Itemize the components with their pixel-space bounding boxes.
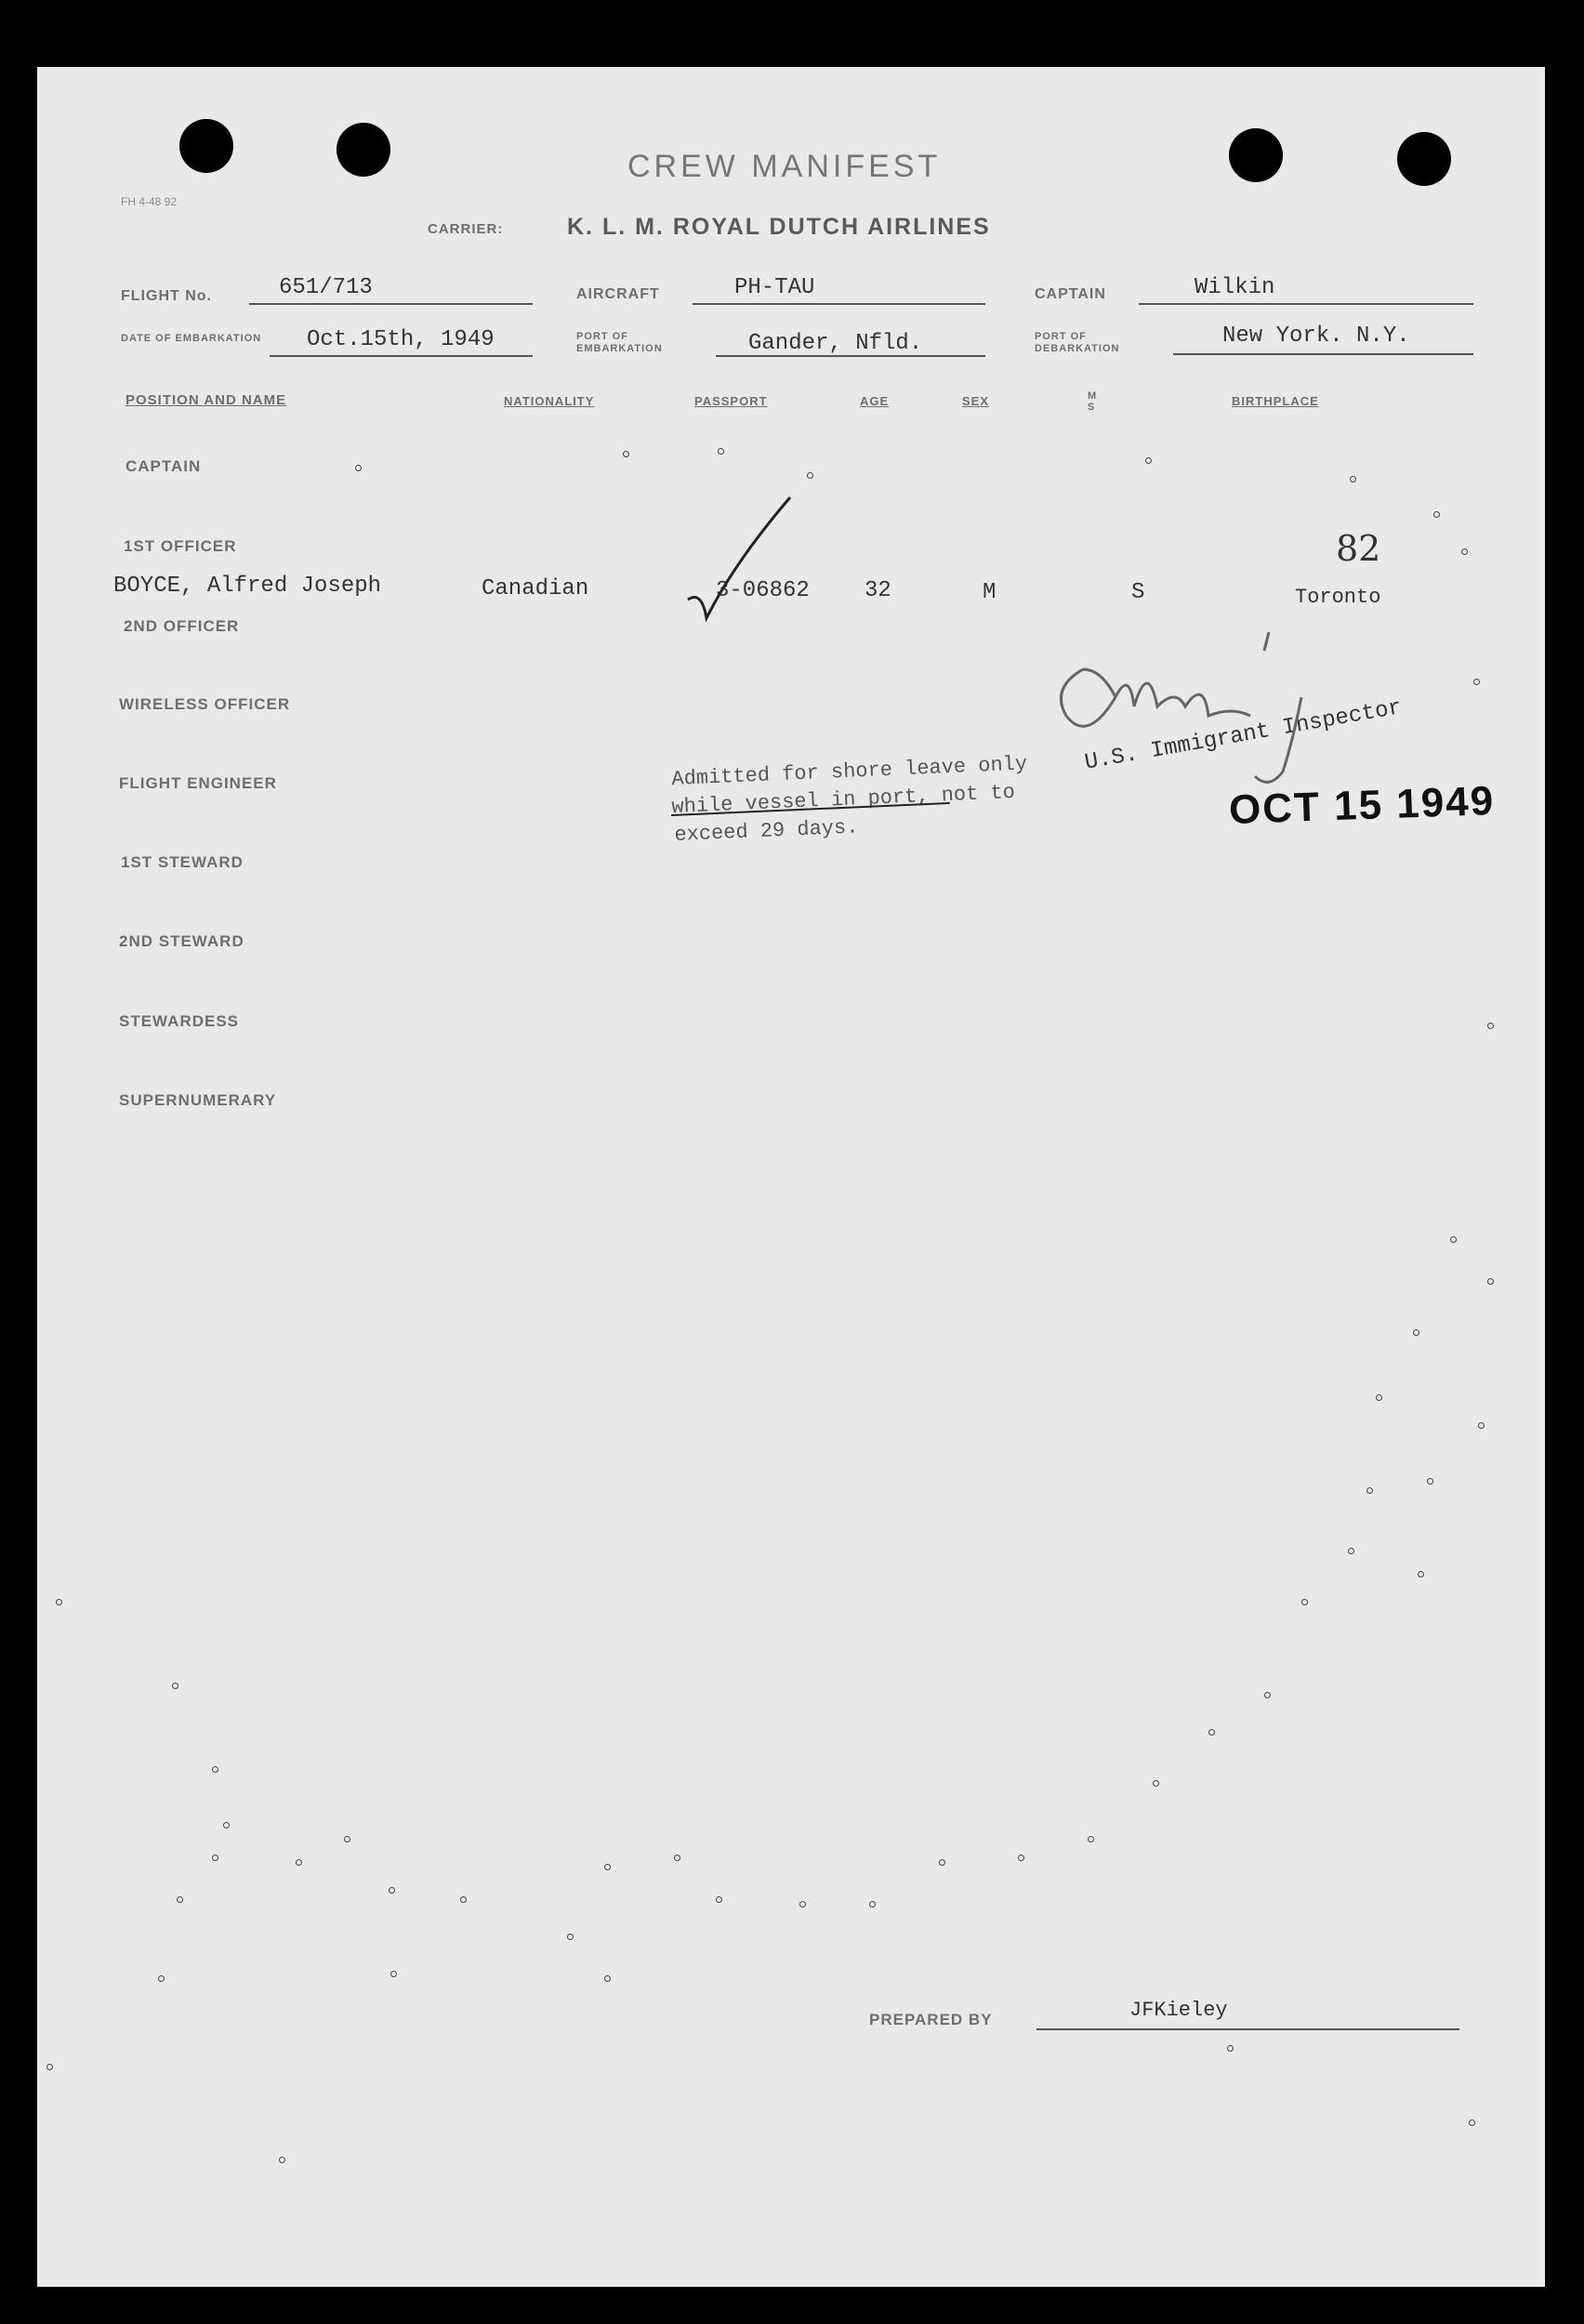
speckle: [389, 1887, 395, 1894]
speckle: [1376, 1394, 1382, 1401]
speckle: [1301, 1599, 1308, 1605]
speckle: [1227, 2045, 1234, 2052]
crew-passport: 3-06862: [716, 578, 810, 603]
speckle: [718, 448, 724, 455]
speckle: [279, 2157, 285, 2163]
speckle: [604, 1864, 611, 1870]
position-2nd-officer: 2ND OFFICER: [124, 617, 240, 635]
speckle: [1264, 1692, 1271, 1698]
position-captain: CAPTAIN: [125, 457, 202, 475]
stamp-line-2: while vessel in port, not to: [671, 780, 1016, 819]
speckle: [1473, 679, 1480, 685]
port-debarkation-label: PORT OF DEBARKATION: [1035, 331, 1120, 354]
speckle: [212, 1766, 218, 1773]
speckle: [1413, 1329, 1419, 1336]
stamp-line-1: Admitted for shore leave only: [671, 752, 1028, 791]
flight-rule: [249, 303, 533, 305]
column-marital: M S: [1088, 390, 1098, 413]
crew-nationality: Canadian: [482, 576, 589, 601]
position-flight-engineer: FLIGHT ENGINEER: [119, 774, 277, 792]
flight-value: 651/713: [279, 275, 373, 300]
stamp-line-3: exceed 29 days.: [674, 815, 859, 847]
speckle: [1478, 1422, 1485, 1429]
speckle: [1487, 1023, 1494, 1029]
speckle: [296, 1859, 302, 1866]
speckle: [460, 1896, 467, 1903]
aircraft-value: PH-TAU: [734, 275, 815, 300]
speckle: [869, 1901, 876, 1908]
speckle: [1433, 511, 1440, 518]
port-debarkation-value: New York. N.Y.: [1222, 324, 1410, 349]
speckle: [623, 451, 629, 457]
check-mark-icon: [679, 488, 809, 627]
speckle: [1469, 2119, 1475, 2126]
column-passport: PASSPORT: [694, 394, 768, 408]
speckle: [1366, 1487, 1373, 1494]
speckle: [1208, 1729, 1215, 1736]
stamp-date: OCT 15 1949: [1228, 778, 1496, 833]
speckle: [177, 1896, 183, 1903]
column-age: AGE: [860, 394, 890, 408]
crew-marital: S: [1131, 580, 1145, 605]
aircraft-label: AIRCRAFT: [576, 286, 660, 302]
speckle: [1153, 1780, 1159, 1787]
speckle: [567, 1934, 574, 1940]
captain-rule: [1139, 303, 1473, 305]
punch-hole: [337, 123, 390, 177]
position-wireless-officer: WIRELESS OFFICER: [119, 695, 291, 713]
inspector-signature: [1046, 604, 1315, 790]
form-number: FH 4-48 92: [121, 195, 178, 208]
speckle: [1018, 1855, 1024, 1861]
speckle: [344, 1836, 350, 1842]
date-label: DATE OF EMBARKATION: [121, 333, 262, 344]
port-embarkation-label: PORT OF EMBARKATION: [576, 331, 663, 354]
carrier-label: CARRIER:: [428, 221, 504, 237]
speckle: [355, 465, 362, 471]
captain-label: CAPTAIN: [1035, 286, 1106, 302]
speckle: [1450, 1236, 1457, 1243]
speckle: [1461, 548, 1468, 555]
speckle: [1348, 1548, 1354, 1554]
punch-hole: [1397, 132, 1451, 186]
captain-value: Wilkin: [1195, 275, 1275, 300]
crew-sex: M: [983, 580, 997, 605]
position-supernumerary: SUPERNUMERARY: [119, 1091, 277, 1109]
position-1st-officer: 1ST OFFICER: [124, 537, 237, 555]
speckle: [172, 1683, 178, 1689]
speckle: [939, 1859, 945, 1866]
speckle: [56, 1599, 62, 1605]
speckle: [212, 1855, 218, 1861]
position-stewardess: STEWARDESS: [119, 1012, 240, 1030]
speckle: [716, 1896, 722, 1903]
speckle: [390, 1971, 397, 1977]
punch-hole: [179, 119, 233, 173]
speckle: [158, 1975, 165, 1982]
speckle: [1088, 1836, 1094, 1842]
speckle: [674, 1855, 680, 1861]
port-embarkation-value: Gander, Nfld.: [748, 331, 923, 356]
crew-name: BOYCE, Alfred Joseph: [113, 574, 382, 599]
column-nationality: NATIONALITY: [504, 394, 595, 408]
speckle: [1145, 457, 1152, 464]
prepared-by-rule: [1036, 2028, 1459, 2030]
speckle: [807, 472, 813, 479]
speckle: [1487, 1278, 1494, 1285]
page-title: CREW MANIFEST: [627, 149, 942, 184]
flight-label: FLIGHT No.: [121, 288, 212, 304]
column-birthplace: BIRTHPLACE: [1232, 394, 1319, 408]
inspector-title: U.S. Immigrant Inspector: [1083, 694, 1405, 776]
punch-hole: [1229, 128, 1283, 182]
speckle: [1418, 1571, 1424, 1578]
crew-age: 32: [865, 578, 891, 603]
date-rule: [270, 355, 533, 357]
speckle: [799, 1901, 806, 1908]
speckle: [223, 1822, 230, 1829]
column-position-name: POSITION AND NAME: [125, 392, 287, 408]
date-value: Oct.15th, 1949: [307, 327, 495, 352]
position-2nd-steward: 2ND STEWARD: [119, 932, 244, 950]
speckle: [604, 1975, 611, 1982]
prepared-by-label: PREPARED BY: [869, 2011, 993, 2028]
position-1st-steward: 1ST STEWARD: [121, 853, 244, 871]
column-sex: SEX: [962, 394, 990, 408]
port-debarkation-rule: [1173, 353, 1473, 355]
speckle: [46, 2064, 53, 2070]
crew-birthplace: Toronto: [1295, 586, 1381, 609]
aircraft-rule: [693, 303, 985, 305]
speckle: [1427, 1478, 1433, 1485]
speckle: [1350, 476, 1356, 482]
prepared-by-value: JFKieley: [1129, 1999, 1228, 2022]
carrier-value: K. L. M. ROYAL DUTCH AIRLINES: [567, 214, 991, 240]
crew-annotation: 82: [1336, 528, 1381, 569]
